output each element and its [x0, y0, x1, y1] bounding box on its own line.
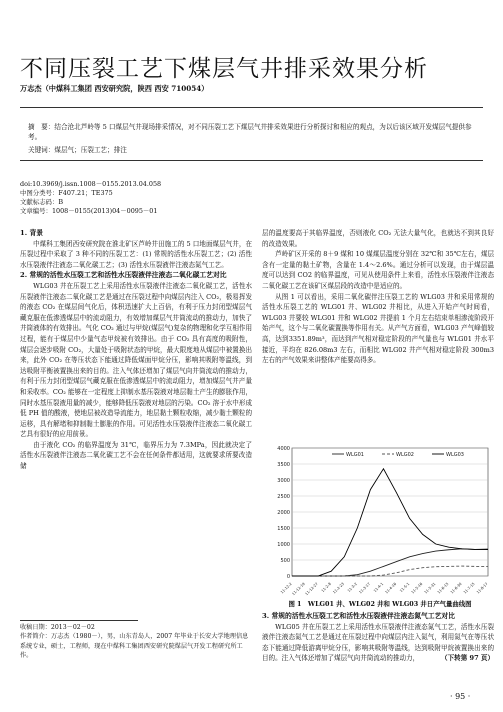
legend-label: WLG01 — [346, 452, 364, 458]
x-tick-label: 11-5-1 — [399, 581, 411, 594]
x-tick-label: 11-3-2 — [346, 581, 359, 594]
section-heading-3: 3. 常规的活性水压裂工艺和活性水压裂液伴注液态氮气工艺对比 — [262, 612, 455, 620]
article-meta — [20, 180, 161, 216]
paragraph: 芦岭矿区开采的 8＋9 煤和 10 煤煤层温度分别在 32℃和 35℃左右，煤层含有一定量的黏土矿物，含量在 1.4～2.6%。通过分析可以发现，由于煤层温度可以达到 CO2 的临界温度，可见从使用条件上来看，活性水压裂液伴注液态二氧化碳工艺在该矿区煤层段的改造中是适应的。 — [262, 250, 494, 290]
x-tick-label: 11-2-23 — [332, 581, 345, 595]
received-date: 收稿日期：2013－02－02 — [20, 624, 95, 631]
x-tick-label: 11-4-1 — [373, 581, 385, 594]
y-tick-label: 3000 — [277, 478, 290, 484]
keywords: 关键词：煤层气；压裂工艺；排注 — [28, 146, 127, 154]
continued-note: （下转第 97 页） — [441, 654, 494, 663]
x-tick-label: 11-7-15 — [462, 581, 476, 595]
footnote-rule — [20, 620, 138, 621]
header-rule — [20, 107, 483, 108]
section-heading-1: 1. 背景 — [20, 229, 44, 237]
x-tick-label: 11-4-16 — [384, 581, 398, 595]
author-line: 万志杰（中煤科工集团 西安研究院，陕西 西安 710054） — [20, 84, 209, 93]
x-tick-label: 11-3-17 — [358, 581, 372, 595]
y-tick-label: 0 — [286, 574, 290, 580]
paragraph: 中煤科工集团西安研究院在淮北矿区芦岭井田施工的 5 口地面煤层气井，在压裂过程中采取了 3 种不同的压裂工艺：(1) 常规的活性水压裂工艺；(2) 活性水压裂液伴注液态二氧化碳工艺；(3) 活性水压裂液伴注液态氮气工艺。 — [20, 239, 252, 269]
legend-label: WLG02 — [396, 452, 414, 458]
right-column-top — [262, 228, 494, 366]
x-tick-label: 11-2-8 — [320, 581, 332, 594]
x-tick-label: 11-8-17 — [475, 581, 489, 595]
section-heading-2: 2. 常规的活性水压裂工艺和活性水压裂液伴注液态二氧化碳工艺对比 — [20, 271, 227, 280]
y-tick-label: 2500 — [277, 494, 290, 500]
y-tick-label: 2000 — [277, 510, 290, 516]
legend-label: WLG03 — [446, 452, 464, 458]
y-tick-label: 4000 — [277, 446, 290, 452]
x-tick-label: 11-12-27 — [304, 581, 319, 596]
x-tick-label: 11-12-19 — [291, 581, 306, 596]
y-tick-label: 1000 — [277, 542, 290, 548]
abstract-rule — [20, 160, 483, 161]
document-code: 文献标志码：B — [20, 198, 64, 206]
paragraph: 由于液化 CO₂ 的临界温度为 31℃，临界压力为 7.3MPa，因此就决定了活性水压裂液伴注液态二氧化碳工艺不会在任何条件都适用，这就要求所要改造储 — [20, 440, 252, 471]
paragraph: 从图 1 可以看出，采用二氧化碳伴注压裂工艺的 WLG03 井和采用常规的活性水压裂工艺的 WLG01 井、WLG02 井相比，从进入开始产气时间看，WLG03 井要较 WLG01 井和 WLG02 井提前 1 个月左右结束单相渗流阶段开始产气，这个与二氧化碳置换等作用有关。从产气方面看，WLG03 产气峰值较高，达到3351.89m³，而达到产气相对稳定阶段的产气量也与 WLG01 井水平接近，平均在 826.08m3 左右，而相比 WLG02 井产气相对稳定阶段 300m3 左右的产气效果来讲整体产能要高得多。 — [262, 292, 494, 365]
abstract: 摘 要：结合沧北芦岭等 5 口煤层气井现场排采情况，对不同压裂工艺下煤层气井排采效果进行分析探讨和相应的观点，为以后该区域开发煤层气提供参考。 — [28, 123, 472, 141]
y-tick-label: 3500 — [277, 462, 290, 468]
x-tick-label: 11-5-31 — [423, 581, 437, 595]
paragraph: WLG03 井在压裂工艺上采用活性水压裂液伴注液态二氧化碳工艺，活性水压裂液伴注液态二氧化碳工艺是通过在压裂过程中向煤层内注入 CO₂，极易挥发的液态 CO₂ 在煤层间气化后，体积迅速扩大上百倍，有利于压力封闭型煤层气藏克服在低渗透煤层中的流动阻力，有效增加煤层气井筒流动的推动力，加快了井筒液体的有效排出。气化 CO₂ 通过与甲烷(煤层气)复杂的物理和化学互相作用过程，能有于煤层中少量气态甲烷被有效排出。由于 CO₂ 具有高度的吸附性，煤层会逐步吸附 CO₂，大量处于吸附状态的甲烷，最大限度地从煤层中被置换出来，此外 CO₂ 在等压状态下能通过降低煤面甲烷分压，影响其吸附等温线，到达吸附平衡被置换出来的目的。注入气体还增加了煤层气向井筒流动的推动力，有利于压力封闭型煤层气藏克服在低渗透煤层中的流动阻力，增加煤层气井产量和采收率。CO₂ 能够在一定程度上抑制水基压裂液对地层黏土产生的膨胀作用，同时水基压裂液用量的减少，能够降低压裂液对地层的污染。CO₂ 溶于水中形成低 PH 值的酸液，使地层被改造导流能力，地层黏土颗粒收缩，减少黏土颗粒的运移，具有解堵和抑制黏土膨胀的作用。可见活性水压裂液伴注液态二氧化碳工艺具有很好的应用前景。 — [20, 281, 252, 439]
article-number: 文章编号：1008－0155(2013)04－0095－01 — [20, 207, 158, 215]
y-tick-label: 1500 — [277, 526, 290, 532]
paragraph: 层的温度要高于其临界温度，否则液化 CO₂ 无法大量气化，也就达不到其良好的改造效果。 — [262, 229, 494, 248]
x-tick-label: 11-6-30 — [449, 581, 463, 595]
y-tick-label: 500 — [280, 558, 290, 564]
right-column-bottom — [262, 611, 494, 664]
article-title: 不同压裂工艺下煤层气井排采效果分析 — [20, 56, 428, 82]
figure-caption: 图 1 WLG01 井、WLG02 井和 WLG03 井日产气量曲线图 — [288, 600, 472, 608]
author-bio: 作者简介：万志杰（1980－），男，山东青岛人，2007 年毕业于长安大学地理信息系统专业，硕士，工程师，现在中煤科工集团西安研究院煤层气开发工程研究所工作。 — [20, 633, 249, 660]
page-number: · 95 · — [450, 692, 471, 701]
paragraph: WLG05 井在压裂工艺上采用活性水压裂液伴注液态氮气工艺，活性水压裂液伴注液态氮气工艺是通过在压裂过程中向煤层内注入氮气，利用氮气在等压状态下能通过降低游离甲烷分压，影响其吸附等温线，达到吸附甲烷被置换出来的目的。注入气体还增加了煤层气向井筒流动的推动力， （下转第 97 页） — [262, 622, 494, 663]
doi: doi:10.3969/j.issn.1008－0155.2013.04.058 — [20, 180, 162, 188]
series-line-wlg01 — [292, 549, 488, 576]
x-tick-label: 11-6-15 — [436, 581, 450, 595]
x-tick-label: 11-12-2 — [279, 581, 293, 595]
daily-gas-production-chart — [266, 440, 494, 596]
footnote — [20, 623, 250, 661]
x-tick-label: 11-5-16 — [410, 581, 424, 595]
clc-number: 中图分类号：F407.21；TE375 — [20, 189, 113, 197]
left-column — [20, 228, 252, 472]
